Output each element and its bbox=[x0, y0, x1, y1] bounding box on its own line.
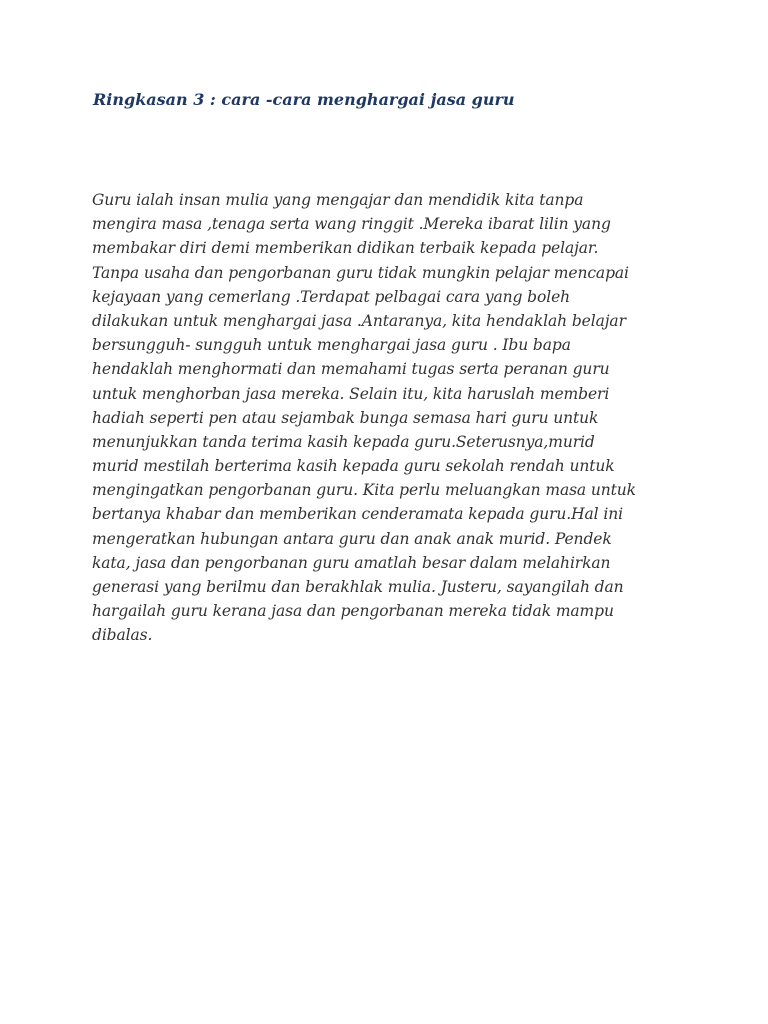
body-line: mengingatkan pengorbanan guru. Kita perlu meluangkan masa untuk bbox=[92, 481, 636, 500]
body-line: untuk menghorban jasa mereka. Selain itu, kita haruslah memberi bbox=[92, 384, 610, 403]
body-line: kata, jasa dan pengorbanan guru amatlah besar dalam melahirkan bbox=[92, 553, 611, 572]
body-line: Tanpa usaha dan pengorbanan guru tidak mungkin pelajar mencapai bbox=[92, 263, 629, 282]
body-line: murid mestilah berterima kasih kepada guru sekolah rendah untuk bbox=[92, 457, 615, 476]
body-line: hendaklah menghormati dan memahami tugas serta peranan guru bbox=[92, 360, 610, 379]
body-line: mengira masa ,tenaga serta wang ringgit .Mereka ibarat lilin yang bbox=[92, 215, 611, 234]
body-line: generasi yang berilmu dan berakhlak mulia. Justeru, sayangilah dan bbox=[92, 578, 624, 596]
body-line: membakar diri demi memberikan didikan terbaik kepada pelajar. bbox=[92, 239, 599, 258]
body-line: Guru ialah insan mulia yang mengajar dan mendidik kita tanpa bbox=[92, 191, 584, 209]
body-line: bersungguh- sungguh untuk menghargai jasa guru . Ibu bapa bbox=[92, 336, 571, 355]
body-line: kejayaan yang cemerlang .Terdapat pelbagai cara yang boleh bbox=[92, 287, 571, 306]
document-body bbox=[92, 188, 682, 648]
body-line: bertanya khabar dan memberikan cenderamata kepada guru.Hal ini bbox=[92, 505, 623, 524]
body-line: hadiah seperti pen atau sejambak bunga semasa hari guru untuk bbox=[92, 408, 599, 427]
body-line: hargailah guru kerana jasa dan pengorbanan mereka tidak mampu bbox=[92, 602, 614, 621]
body-line: dilakukan untuk menghargai jasa .Antaranya, kita hendaklah belajar bbox=[92, 311, 626, 330]
body-line: mengeratkan hubungan antara guru dan anak anak murid. Pendek bbox=[92, 529, 612, 548]
body-line: dibalas. bbox=[92, 626, 153, 645]
document-title: Ringkasan 3 : cara -cara menghargai jasa guru bbox=[93, 90, 515, 109]
body-line: menunjukkan tanda terima kasih kepada guru.Seterusnya,murid bbox=[92, 432, 595, 451]
